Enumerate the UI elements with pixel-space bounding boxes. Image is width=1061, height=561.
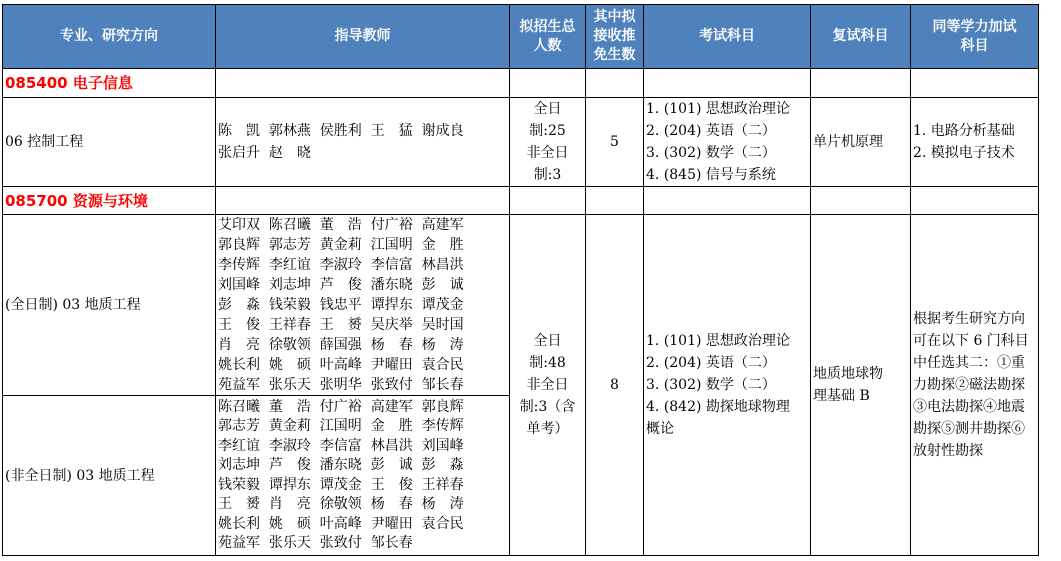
extra-cell: 根据考生研究方向可在以下 6 门科目中任选其二：①重力勘探②磁法勘探③电法勘探④地震勘探⑤测井勘探⑥放射性勘探 bbox=[911, 215, 1039, 556]
header-exam: 考试科目 bbox=[644, 5, 811, 69]
header-total: 拟招生总人数 bbox=[510, 5, 586, 69]
major-cell: (全日制) 03 地质工程 bbox=[3, 215, 216, 396]
exam-cell: 1. (101) 思想政治理论 2. (204) 英语（二） 3. (302) 数学（二） 4. (842) 勘探地球物理 概论 bbox=[644, 215, 811, 556]
category-resources-env: 085700 资源与环境 bbox=[3, 187, 216, 215]
header-extra: 同等学力加试科目 bbox=[911, 5, 1039, 69]
total-cell: 全日 制:25 非全日 制:3 bbox=[510, 98, 586, 187]
category-electronic-info: 085400 电子信息 bbox=[3, 69, 216, 98]
exam-cell: 1. (101) 思想政治理论 2. (204) 英语（二） 3. (302) 数学（二） 4. (845) 信号与系统 bbox=[644, 98, 811, 187]
header-teachers: 指导教师 bbox=[216, 5, 510, 69]
table-row bbox=[3, 215, 1039, 396]
category-row bbox=[3, 69, 1039, 98]
admissions-table bbox=[2, 4, 1039, 556]
header-exempt: 其中拟接收推免生数 bbox=[586, 5, 644, 69]
header-retest: 复试科目 bbox=[811, 5, 911, 69]
retest-cell: 地质地球物 理基础 B bbox=[811, 215, 911, 556]
exempt-cell: 8 bbox=[586, 215, 644, 556]
table-row bbox=[3, 98, 1039, 187]
retest-cell: 单片机原理 bbox=[811, 98, 911, 187]
major-cell: (非全日制) 03 地质工程 bbox=[3, 396, 216, 556]
teachers-cell: 陈 凯 郭林燕 侯胜利 王 猛 谢成良 张启升 赵 晓 bbox=[216, 98, 510, 187]
exempt-cell: 5 bbox=[586, 98, 644, 187]
total-cell: 全日 制:48 非全日 制:3（含 单考） bbox=[510, 215, 586, 556]
major-cell: 06 控制工程 bbox=[3, 98, 216, 187]
header-major: 专业、研究方向 bbox=[3, 5, 216, 69]
extra-cell: 1. 电路分析基础 2. 模拟电子技术 bbox=[911, 98, 1039, 187]
teachers-cell: 艾印双 陈召曦 董 浩 付广裕 高建军 郭良辉 郭志芳 黄金莉 江国明 金 胜 李传辉 李红谊 李淑玲 李信富 林昌洪 刘国峰 刘志坤 芦 俊 潘东晓 彭 诚 彭 淼 钱荣毅 钱忠平 谭捍东 谭茂金 王 俊 王祥春 王 赟 吴庆举 吴时国 肖 亮 徐敬领 薛国强 杨 春 杨 涛 姚长利 姚 硕 叶高峰 尹曜田 袁合民 苑益军 张乐天 张明华 张致付 邹长春 bbox=[216, 215, 510, 396]
teachers-cell: 陈召曦 董 浩 付广裕 高建军 郭良辉 郭志芳 黄金莉 江国明 金 胜 李传辉 李红谊 李淑玲 李信富 林昌洪 刘国峰 刘志坤 芦 俊 潘东晓 彭 诚 彭 淼 钱荣毅 谭捍东 谭茂金 王 俊 王祥春 王 赟 肖 亮 徐敬领 杨 春 杨 涛 姚长利 姚 硕 叶高峰 尹曜田 袁合民 苑益军 张乐天 张致付 邹长春 bbox=[216, 396, 510, 556]
category-row bbox=[3, 187, 1039, 215]
header-row bbox=[3, 5, 1039, 69]
